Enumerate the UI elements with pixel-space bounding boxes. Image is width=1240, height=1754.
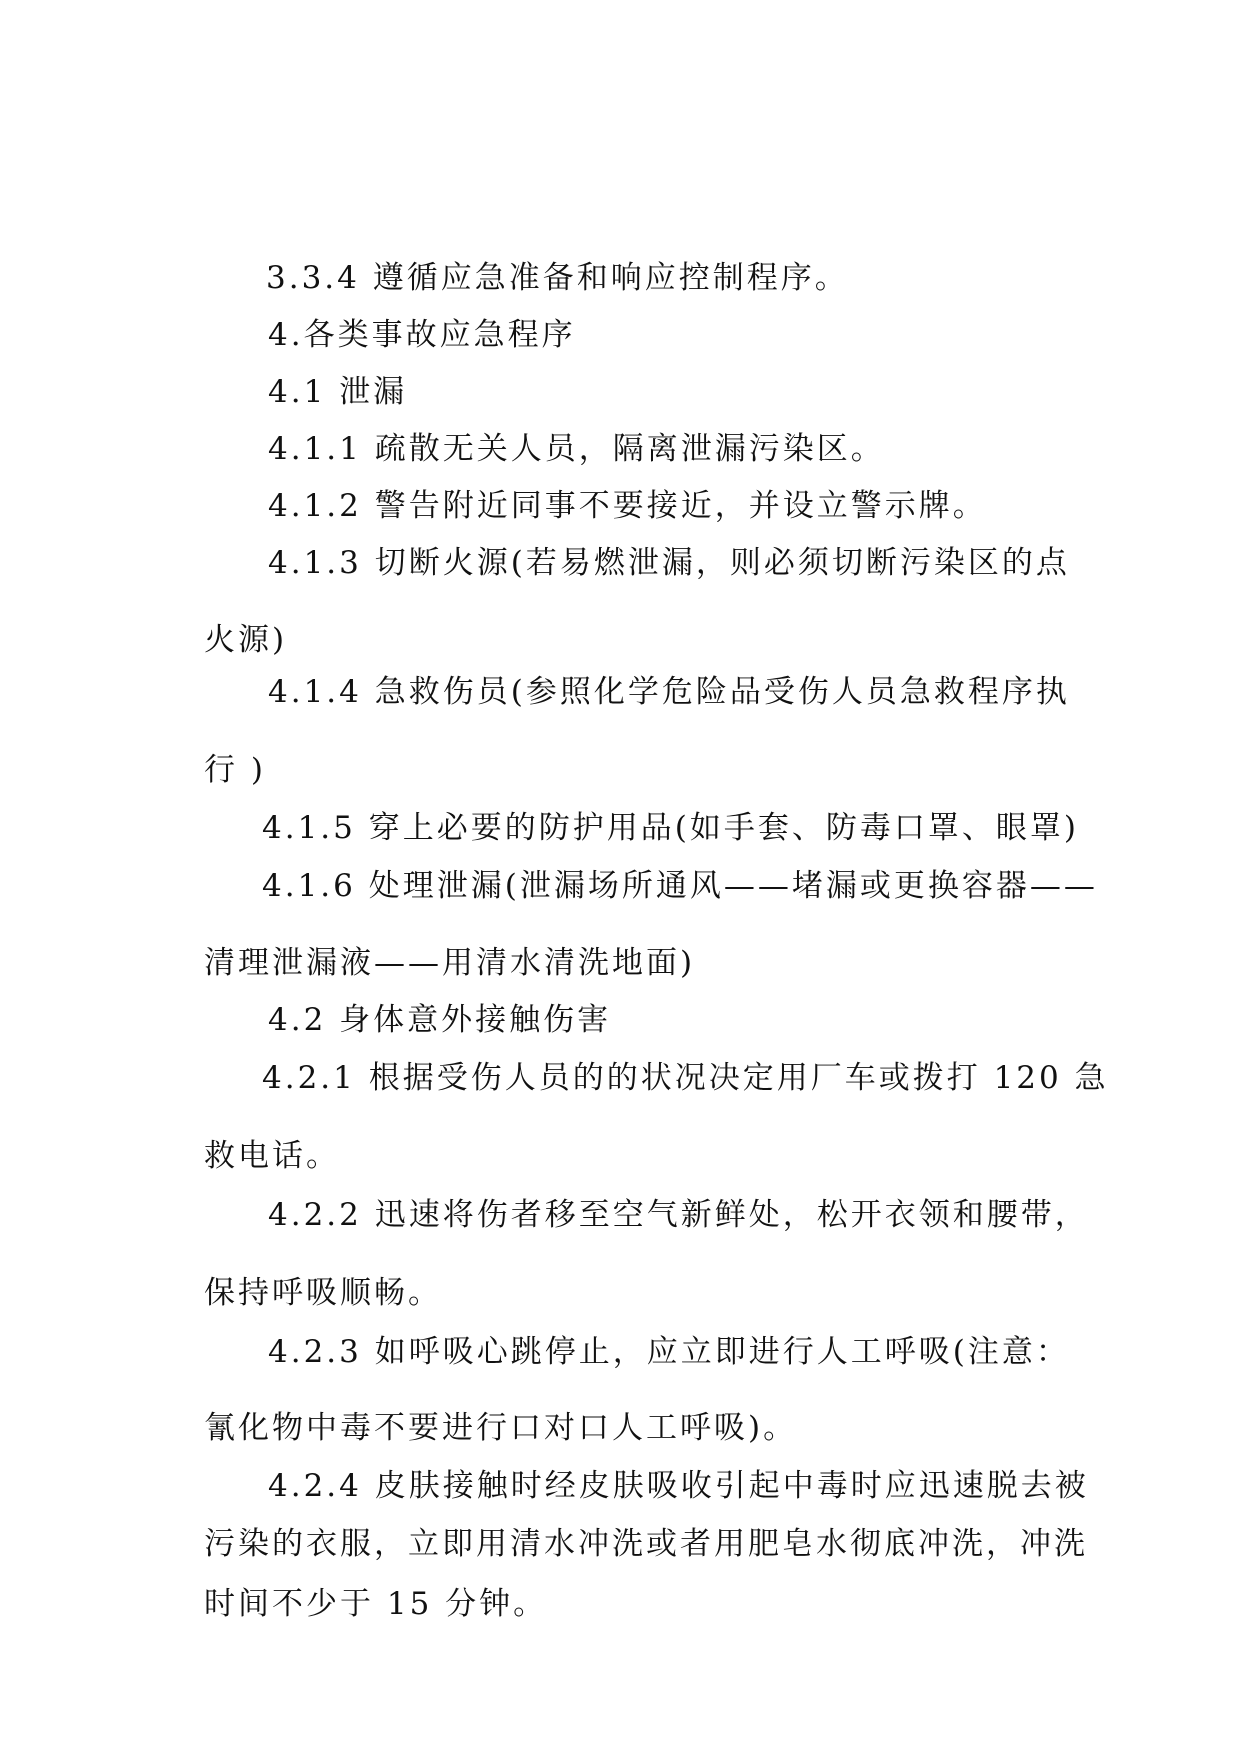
line-4-1-3: 4.1.3 切断火源(若易燃泄漏，则必须切断污染区的点 [268,545,1070,581]
line-4-1-3-cont: 火源) [204,622,288,658]
line-3-3-4: 3.3.4 遵循应急准备和响应控制程序。 [266,260,849,296]
line-4-1-6-cont: 清理泄漏液——用清水清洗地面) [204,945,696,981]
line-4-1-4-cont: 行 ) [204,752,266,788]
line-4-2-4-cont-2: 时间不少于 15 分钟。 [204,1586,548,1622]
line-4-2-4: 4.2.4 皮肤接触时经皮肤吸收引起中毒时应迅速脱去被 [268,1468,1089,1504]
heading-4-1: 4.1 泄漏 [268,374,408,410]
line-4-1-5: 4.1.5 穿上必要的防护用品(如手套、防毒口罩、眼罩) [262,810,1079,846]
line-4-2-3-cont: 氰化物中毒不要进行口对口人工呼吸)。 [204,1410,798,1446]
line-4-2-4-cont-1: 污染的衣服，立即用清水冲洗或者用肥皂水彻底冲洗，冲洗 [204,1526,1088,1562]
line-4-1-4: 4.1.4 急救伤员(参照化学危险品受伤人员急救程序执 [268,674,1070,710]
line-4-1-2: 4.1.2 警告附近同事不要接近，并设立警示牌。 [268,488,987,524]
heading-4: 4.各类事故应急程序 [268,317,576,353]
line-4-1-1: 4.1.1 疏散无关人员，隔离泄漏污染区。 [268,431,885,467]
line-4-2-2-cont: 保持呼吸顺畅。 [204,1275,442,1311]
line-4-2-1-cont: 救电话。 [204,1138,340,1174]
line-4-2-3: 4.2.3 如呼吸心跳停止，应立即进行人工呼吸(注意： [268,1334,1070,1370]
line-4-2-1: 4.2.1 根据受伤人员的的状况决定用厂车或拨打 120 急 [262,1060,1109,1096]
line-4-1-6: 4.1.6 处理泄漏(泄漏场所通风——堵漏或更换容器—— [262,868,1098,904]
heading-4-2: 4.2 身体意外接触伤害 [268,1002,612,1038]
line-4-2-2: 4.2.2 迅速将伤者移至空气新鲜处，松开衣领和腰带， [268,1197,1089,1233]
